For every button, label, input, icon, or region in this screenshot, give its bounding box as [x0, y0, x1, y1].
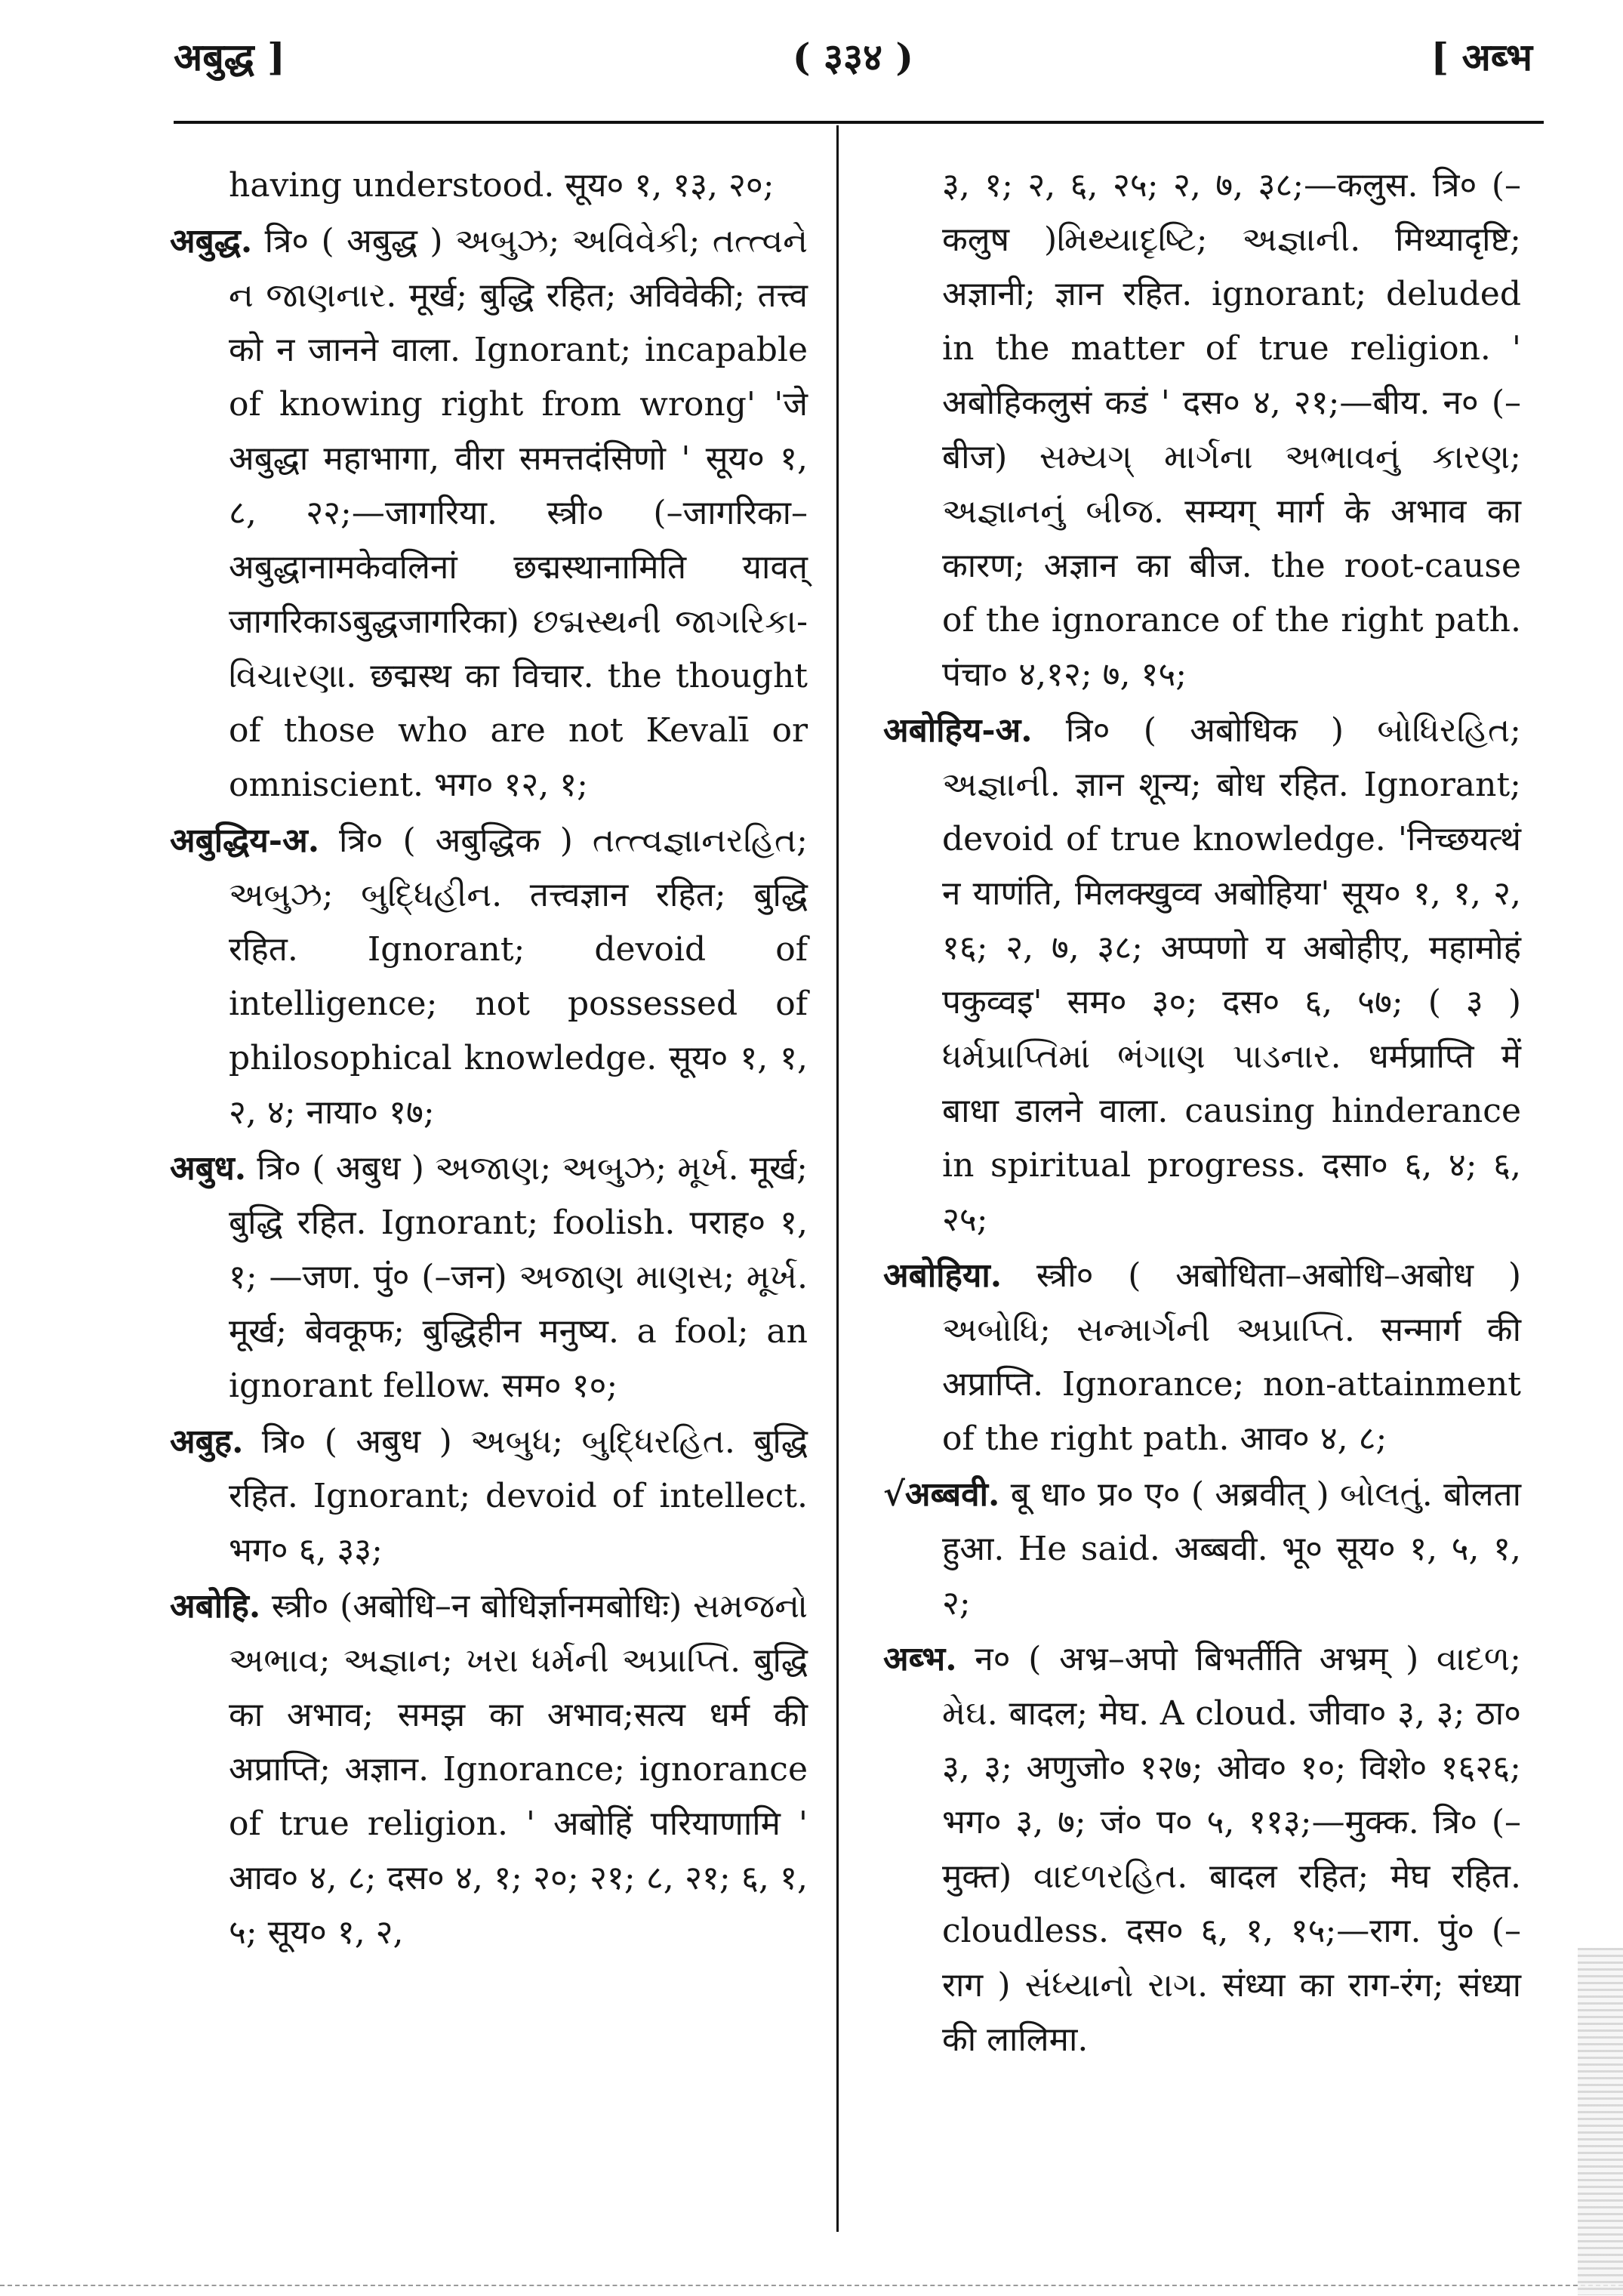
entry-text: त्रि० ( अबोधिक ) બોધિરહિત; અજ્ઞાની. ज्ञान शून्य; बोध रहित. Ignorant; devoid of true knowledge. 'निच्छयत्थं न याणंति, मिलक्खुव्व अबोहिया' सूय० १, १, २, १६; २, ७, ३८; अप्पणो य अबोहीए, महामोहं पकुव्वइ' सम० ३०; दस० ६, ५७; ( ३ ) ધર્મપ્રાપ્તિમાં ભંગાણ પાડનાર. धर्मप्राप्ति में बाधा डालने वाला. causing hinderance in spiritual progress. दसा० ६, ४; ६, २५; [942, 711, 1521, 1239]
entry-continuation [883, 159, 1521, 702]
entry-text: त्रि० ( अबुध ) અબુધ; બુદ્ધિરહિત. बुद्धि रहित. Ignorant; devoid of intellect. भग० ६, ३३; [229, 1422, 808, 1570]
left-column [170, 159, 808, 1962]
entry-text: having understood. सूय० १, १३, २०; [229, 166, 775, 205]
headword: अबोहिय-अ. [883, 711, 1033, 750]
page-header [174, 30, 1532, 83]
entry-abudha [170, 1142, 808, 1413]
header-rule [174, 121, 1544, 124]
headword: अबुद्धिय-अ. [170, 821, 320, 860]
entry-abuddha [170, 214, 808, 812]
headword: अबुद्ध. [170, 222, 253, 260]
entry-text: स्त्री० ( अबोधिता–अबोधि–अबोध ) અબોધિ; સન્માર્ગની અપ્રાપ્તિ. सन्मार्ग की अप्राप्ति. Ignorance; non-attainment of the right path. आव० ४, ८; [942, 1256, 1521, 1458]
entry-abbha [883, 1632, 1521, 2067]
headword: अब्भ. [883, 1640, 957, 1678]
headword: √अब्बवी. [883, 1475, 1000, 1514]
entry-text: त्रि० ( अबुध ) અજાણ; અબુઝ; મૂર્ખ. मूर्ख; बुद्धि रहित. Ignorant; foolish. पराह० १, १; —जण. पुं० (–जन) અજાણ માણસ; મૂર્ખ. मूर्ख; बेवकूफ; बुद्धिहीन मनुष्य. a fool; an ignorant fellow. सम० १०; [229, 1149, 808, 1405]
entry-text: बू धा० प्र० ए० ( अब्रवीत् ) બોલતું. बोलता हुआ. He said. अब्बवी. भू० सूय० १, ५, १, २; [942, 1475, 1521, 1623]
headword: अबुध. [170, 1149, 247, 1188]
header-right-guideword: [ अब्भ [1431, 35, 1532, 79]
page-number: ( ३३४ ) [792, 35, 914, 79]
headword: अबुह. [170, 1422, 244, 1461]
scan-bottom-edge [0, 2285, 1623, 2286]
entry-abohi [170, 1579, 808, 1960]
scan-binding-edge [1578, 1948, 1623, 2295]
entry-text: न० ( अभ्र–अपो बिभर्तीति अभ्रम् ) વાદળ; મેઘ. बादल; मेघ. A cloud. जीवा० ३, ३; ठा० ३, ३; अणुजो० १२७; ओव० १०; विशे० १६२६; भग० ३, ७; जं० प० ५, ११३;—मुक्क. त्रि० (–मुक्त) વાદળરહિત. बादल रहित; मेघ रहित. cloudless. दस० ६, १, १५;—राग. पुं० (–राग ) સંધ્યાનો રાગ. संध्या का राग-रंग; संध्या की लालिमा. [942, 1640, 1521, 2059]
entry-text: ३, १; २, ६, २५; २, ७, ३८;—कलुस. त्रि० (–कलुष )મિથ્યાદૃષ્ટિ; અજ્ઞાની. मिथ्यादृष्टि; अज्ञानी; ज्ञान रहित. ignorant; deluded in the matter of true religion. ' अबोहिकलुसं कडं ' दस० ४, २१;—बीय. न० (–बीज) સમ્યગ્ માર્ગના અભાવનું કારણ; અજ્ઞાનનું બીજ. सम्यग् मार्ग के अभाव का कारण; अज्ञान का बीज. the root-cause of the ignorance of the right path. पंचा० ४,१२; ७, १५; [942, 166, 1521, 694]
headword: अबोहिया. [883, 1256, 1002, 1295]
entry-abohiya [883, 704, 1521, 1247]
entry-text: स्त्री० (अबोधि–न बोधिर्ज्ञानमबोधिः) સમજનો અભાવ; અજ્ઞાન; ખરા ધર્મની અપ્રાપ્તિ. बुद्धि का अभाव; समझ का अभाव;सत्य धर्म की अप्राप्ति; अज्ञान. Ignorance; ignorance of true religion. ' अबोहिं परियाणामि ' आव० ४, ८; दस० ४, १; २०; २१; ८, २१; ६, १, ५; सूय० १, २, [229, 1587, 808, 1952]
entry-abohiyaa [883, 1249, 1521, 1466]
entry-text: त्रि० ( अबुद्धिक ) તત્ત્વજ્ઞાનરહિત; અબુઝ; બુદ્ધિહીન. तत्त्वज्ञान रहित; बुद्धि रहित. Ignorant; devoid of intelligence; not possessed of philosophical knowledge. सूय० १, १, २, ४; नाया० १७; [229, 821, 808, 1132]
entry-abuha [170, 1415, 808, 1578]
right-column [883, 159, 1521, 2069]
headword: अबोहि. [170, 1587, 261, 1626]
entry-abuddhiya [170, 814, 808, 1140]
column-divider [836, 125, 839, 2232]
header-left-guideword: अबुद्ध ] [174, 35, 285, 79]
entry-continuation [170, 159, 808, 213]
entry-abbavi [883, 1468, 1521, 1631]
entry-text: त्रि० ( अबुद्ध ) અબુઝ; અવિવેકી; તત્ત્વને ન જાણનાર. मूर्ख; बुद्धि रहित; अविवेकी; तत्त्व को न जानने वाला. Ignorant; incapable of knowing right from wrong' 'जे अबुद्धा महाभागा, वीरा समत्तदंसिणो ' सूय० १, ८, २२;—जागरिया. स्त्री० (–जागरिका–अबुद्धानामकेवलिनां छद्मस्थानामिति यावत् जागरिकाऽबुद्धजागरिका) છદ્મસ્થની જાગરિકા-વિચારણા. छद्मस्थ का विचार. the thought of those who are not Kevalī or omniscient. भग० १२, १; [229, 222, 808, 804]
